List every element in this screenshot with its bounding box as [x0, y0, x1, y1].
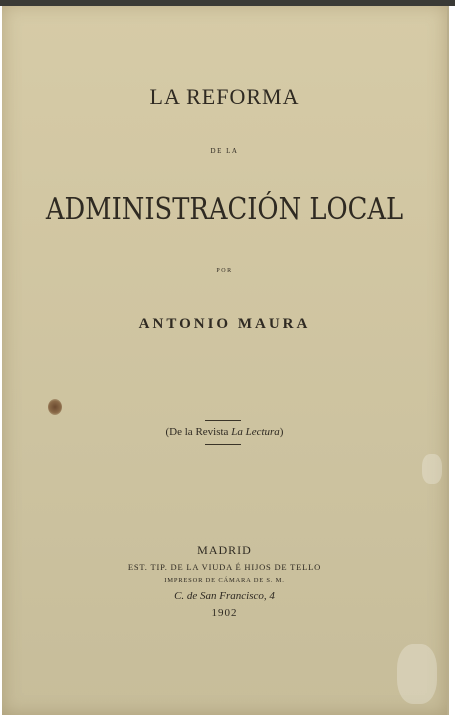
source-note — [2, 426, 447, 438]
divider-rule-bottom — [205, 444, 241, 445]
imprint-printer-title: IMPRESOR DE CÁMARA DE S. M. — [164, 577, 285, 584]
imprint-city: MADRID — [197, 543, 252, 557]
divider-rule-top — [205, 420, 241, 421]
source-suffix: ) — [279, 426, 284, 438]
paper-wear-mark — [397, 644, 437, 704]
paper-wear-mark — [422, 454, 442, 484]
book-cover — [2, 4, 449, 715]
ink-stain — [48, 399, 62, 415]
author-preposition: POR — [216, 268, 233, 274]
top-edge-shadow — [0, 0, 455, 6]
author-name: ANTONIO MAURA — [138, 316, 311, 332]
imprint-year: 1902 — [211, 607, 238, 619]
title-connector: DE LA — [210, 147, 239, 155]
title-line-2: ADMINISTRACIÓN LOCAL — [45, 192, 404, 227]
imprint-press: EST. TIP. DE LA VIUDA É HIJOS DE TELLO — [127, 562, 322, 572]
source-prefix: (De la Revista — [165, 426, 232, 438]
source-journal: La Lectura — [231, 426, 280, 438]
imprint-address: C. de San Francisco, 4 — [174, 590, 275, 602]
title-line-1: LA REFORMA — [149, 84, 300, 109]
